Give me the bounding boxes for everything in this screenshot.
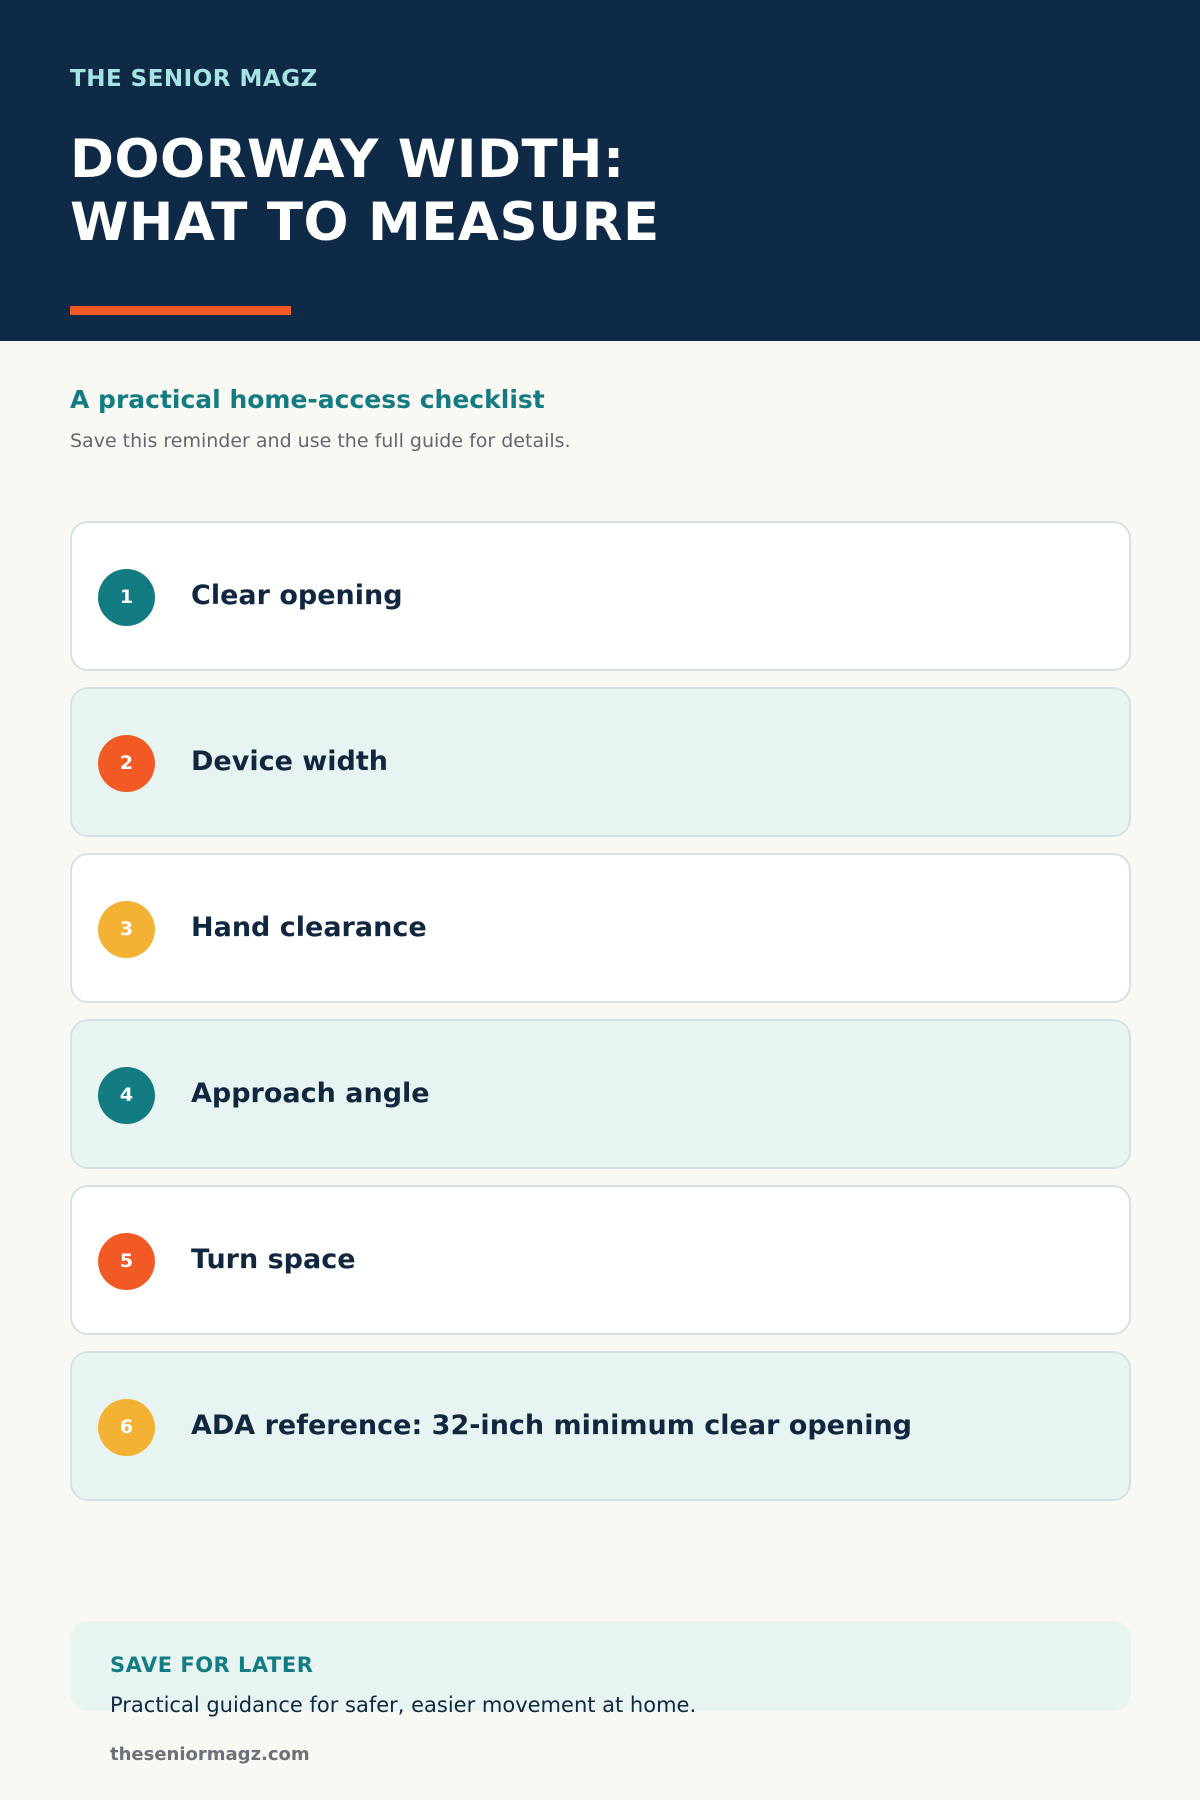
header-banner [0,0,1200,341]
save-for-later-heading: SAVE FOR LATER [110,1653,314,1677]
checklist-item-turn-space [70,1185,1131,1335]
checklist-item-label: Hand clearance [191,912,427,943]
title-accent-bar [70,306,291,315]
checklist-item-label: Device width [191,746,388,777]
step-number-badge: 1 [98,569,155,626]
checklist-item-hand-clearance [70,853,1131,1003]
site-url: theseniormagz.com [110,1744,310,1765]
page-title [70,128,660,254]
checklist-item-clear-opening [70,521,1131,671]
checklist-item-approach-angle [70,1019,1131,1169]
checklist [70,521,1131,1517]
brand-name: THE SENIOR MAGZ [70,66,318,92]
save-for-later-text: Practical guidance for safer, easier movement at home. [110,1693,697,1717]
intro-text: Save this reminder and use the full guide for details. [70,430,571,452]
checklist-item-device-width [70,687,1131,837]
page-title-line-1: DOORWAY WIDTH: [70,129,625,190]
step-number-badge: 2 [98,735,155,792]
checklist-item-ada-reference [70,1351,1131,1501]
page-title-line-2: WHAT TO MEASURE [70,192,660,253]
step-number-badge: 3 [98,901,155,958]
checklist-item-label: Approach angle [191,1078,430,1109]
step-number-badge: 4 [98,1067,155,1124]
step-number-badge: 6 [98,1399,155,1456]
checklist-item-label: Clear opening [191,580,403,611]
step-number-badge: 5 [98,1233,155,1290]
checklist-item-label: ADA reference: 32-inch minimum clear opening [191,1410,913,1441]
checklist-item-label: Turn space [191,1244,356,1275]
checklist-subtitle: A practical home-access checklist [70,385,545,414]
